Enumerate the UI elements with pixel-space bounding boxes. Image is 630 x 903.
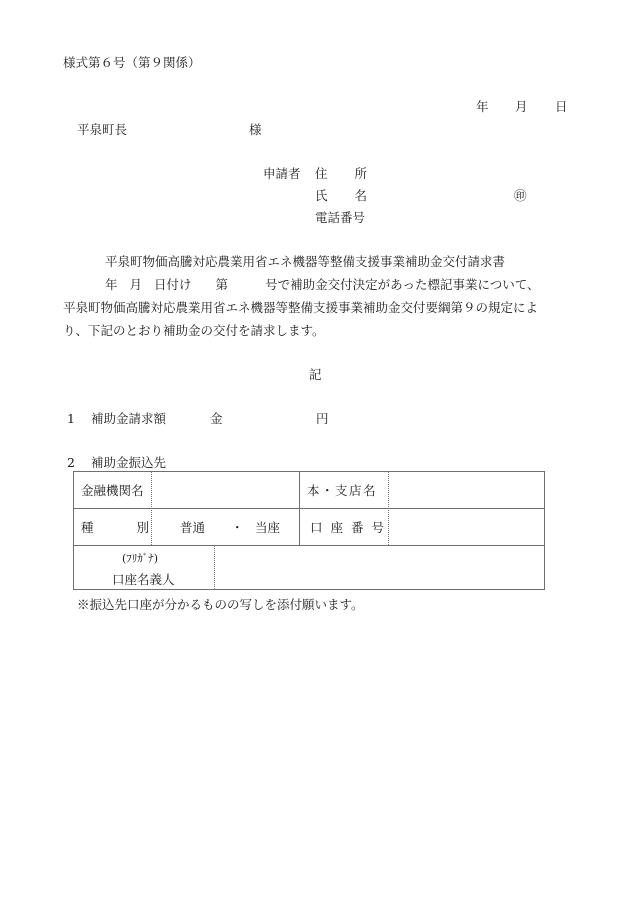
date-day-label: 日 (555, 99, 568, 114)
seal-mark: ㊞ (514, 188, 527, 203)
institution-input[interactable] (153, 472, 298, 508)
addressee-name: 平泉町長 (77, 122, 128, 137)
item1-number: 1 (67, 411, 75, 426)
date-month-label: 月 (515, 99, 528, 114)
account-number-label: 口座番号 (310, 520, 393, 535)
account-type-separator: ・ (231, 520, 244, 535)
column-divider (299, 472, 300, 545)
body-line-2: 平泉町物価高騰対応農業用省エネ機器等整備支援事業補助金交付要綱第９の規定によ (63, 300, 539, 315)
item2-number: 2 (67, 455, 75, 470)
ki-heading: 記 (309, 367, 322, 382)
account-type-label: 種 別 (81, 520, 149, 535)
address-label: 住 所 (315, 166, 367, 181)
dotted-divider (151, 472, 152, 545)
account-number-input[interactable] (390, 509, 544, 545)
account-holder-label: 口座名義人 (112, 572, 175, 587)
furigana-label: (ﾌﾘｶﾞﾅ) (122, 552, 159, 565)
attachment-note: ※振込先口座が分かるものの写しを添付願います。 (77, 597, 364, 612)
bank-account-table (73, 471, 545, 590)
item2-label: 補助金振込先 (91, 455, 167, 470)
branch-label: 本・支店名 (307, 483, 378, 498)
branch-input[interactable] (390, 472, 544, 508)
applicant-label: 申請者 (263, 166, 301, 181)
phone-label: 電話番号 (315, 210, 366, 225)
dotted-divider (214, 545, 215, 589)
name-label: 氏 名 (315, 188, 367, 203)
addressee-honorific: 様 (249, 122, 262, 137)
document-title: 平泉町物価高騰対応農業用省エネ機器等整備支援事業補助金交付請求書 (105, 254, 506, 269)
item1-label: 補助金請求額 (91, 411, 167, 426)
body-line-3: り、下記のとおり補助金の交付を請求します。 (63, 323, 325, 338)
form-number: 様式第６号（第９関係） (63, 55, 201, 70)
account-type-futsu[interactable]: 普通 (180, 520, 206, 535)
item1-amount-prefix: 金 (210, 411, 223, 426)
body-line-1: 年 月 日付け 第 号で補助金交付決定があった標記事業について、 (105, 277, 540, 292)
account-type-toza[interactable]: 当座 (255, 520, 281, 535)
institution-label: 金融機関名 (81, 483, 144, 498)
date-year-label: 年 (476, 99, 489, 114)
account-holder-input[interactable] (216, 546, 544, 589)
item1-amount-suffix: 円 (316, 411, 329, 426)
